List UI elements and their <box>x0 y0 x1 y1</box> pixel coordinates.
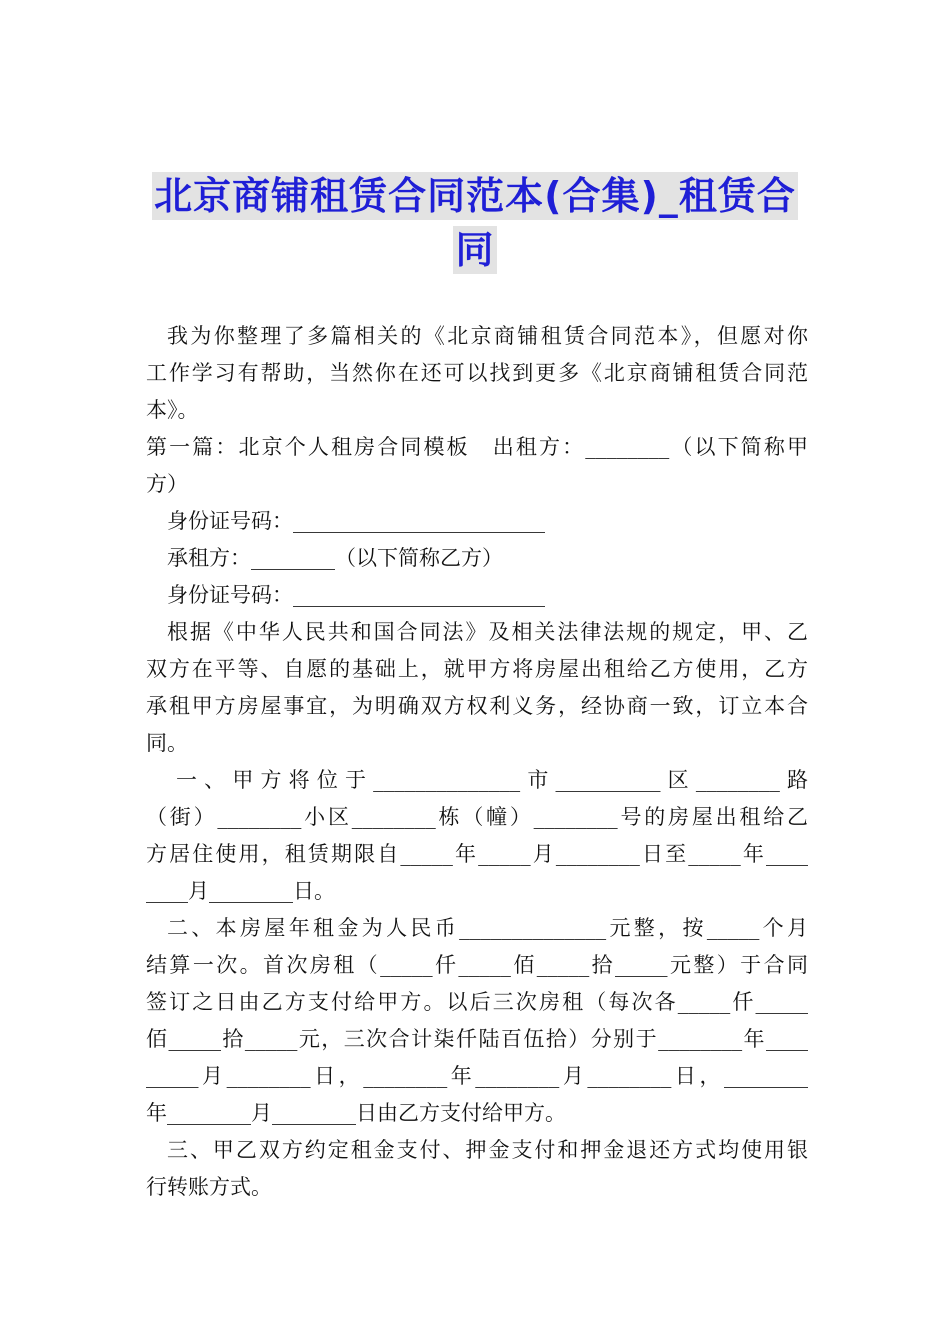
body-line: 根据《中华人民共和国合同法》及相关法律法规的规定，甲、乙 <box>167 620 808 644</box>
body-line: 第一篇：北京个人租房合同模板 出租方：________（以下简称甲 <box>146 435 808 459</box>
body-line: 一、甲方将位于______________市__________区________路 <box>176 768 808 792</box>
title-line-2: 同 <box>455 228 495 272</box>
body-line: 我为你整理了多篇相关的《北京商铺租赁合同范本》，但愿对你 <box>167 324 808 348</box>
body-line: 方居住使用，租赁期限自_____年_____月________日至_____年____ <box>146 842 808 866</box>
body-line: （街）________小区________栋（幢）________号的房屋出租给乙 <box>146 805 808 829</box>
body-line: 身份证号码：________________________ <box>167 509 545 533</box>
body-line: ____月________日。 <box>146 879 335 903</box>
body-line: 同。 <box>146 731 188 755</box>
title-line-1: 北京商铺租赁合同范本(合集)_租赁合 <box>154 174 796 218</box>
document-body <box>146 318 808 1206</box>
body-line: _____月________日，________年________月________日，________ <box>146 1064 808 1088</box>
body-line: 结算一次。首次房租（_____仟_____佰_____拾_____元整）于合同 <box>146 953 808 977</box>
body-line: 佰_____拾_____元，三次合计柒仟陆百伍拾）分别于________年____ <box>146 1027 808 1051</box>
body-line: 双方在平等、自愿的基础上，就甲方将房屋出租给乙方使用，乙方 <box>146 657 808 681</box>
body-line: 方） <box>146 472 188 496</box>
body-line: 三、甲乙双方约定租金支付、押金支付和押金退还方式均使用银 <box>167 1138 808 1162</box>
body-line: 承租方：________（以下简称乙方） <box>167 546 503 570</box>
body-line: 本》。 <box>146 398 199 422</box>
body-line: 承租甲方房屋事宜，为明确双方权利义务，经协商一致，订立本合 <box>146 694 808 718</box>
body-line: 工作学习有帮助，当然你在还可以找到更多《北京商铺租赁合同范 <box>146 361 808 385</box>
document-title <box>0 172 950 274</box>
body-line: 行转账方式。 <box>146 1175 272 1199</box>
body-line: 二、本房屋年租金为人民币______________元整，按_____个月 <box>167 916 808 940</box>
body-line: 年________月________日由乙方支付给甲方。 <box>146 1101 566 1125</box>
body-line: 身份证号码：________________________ <box>167 583 545 607</box>
body-line: 签订之日由乙方支付给甲方。以后三次房租（每次各_____仟_____ <box>146 990 808 1014</box>
